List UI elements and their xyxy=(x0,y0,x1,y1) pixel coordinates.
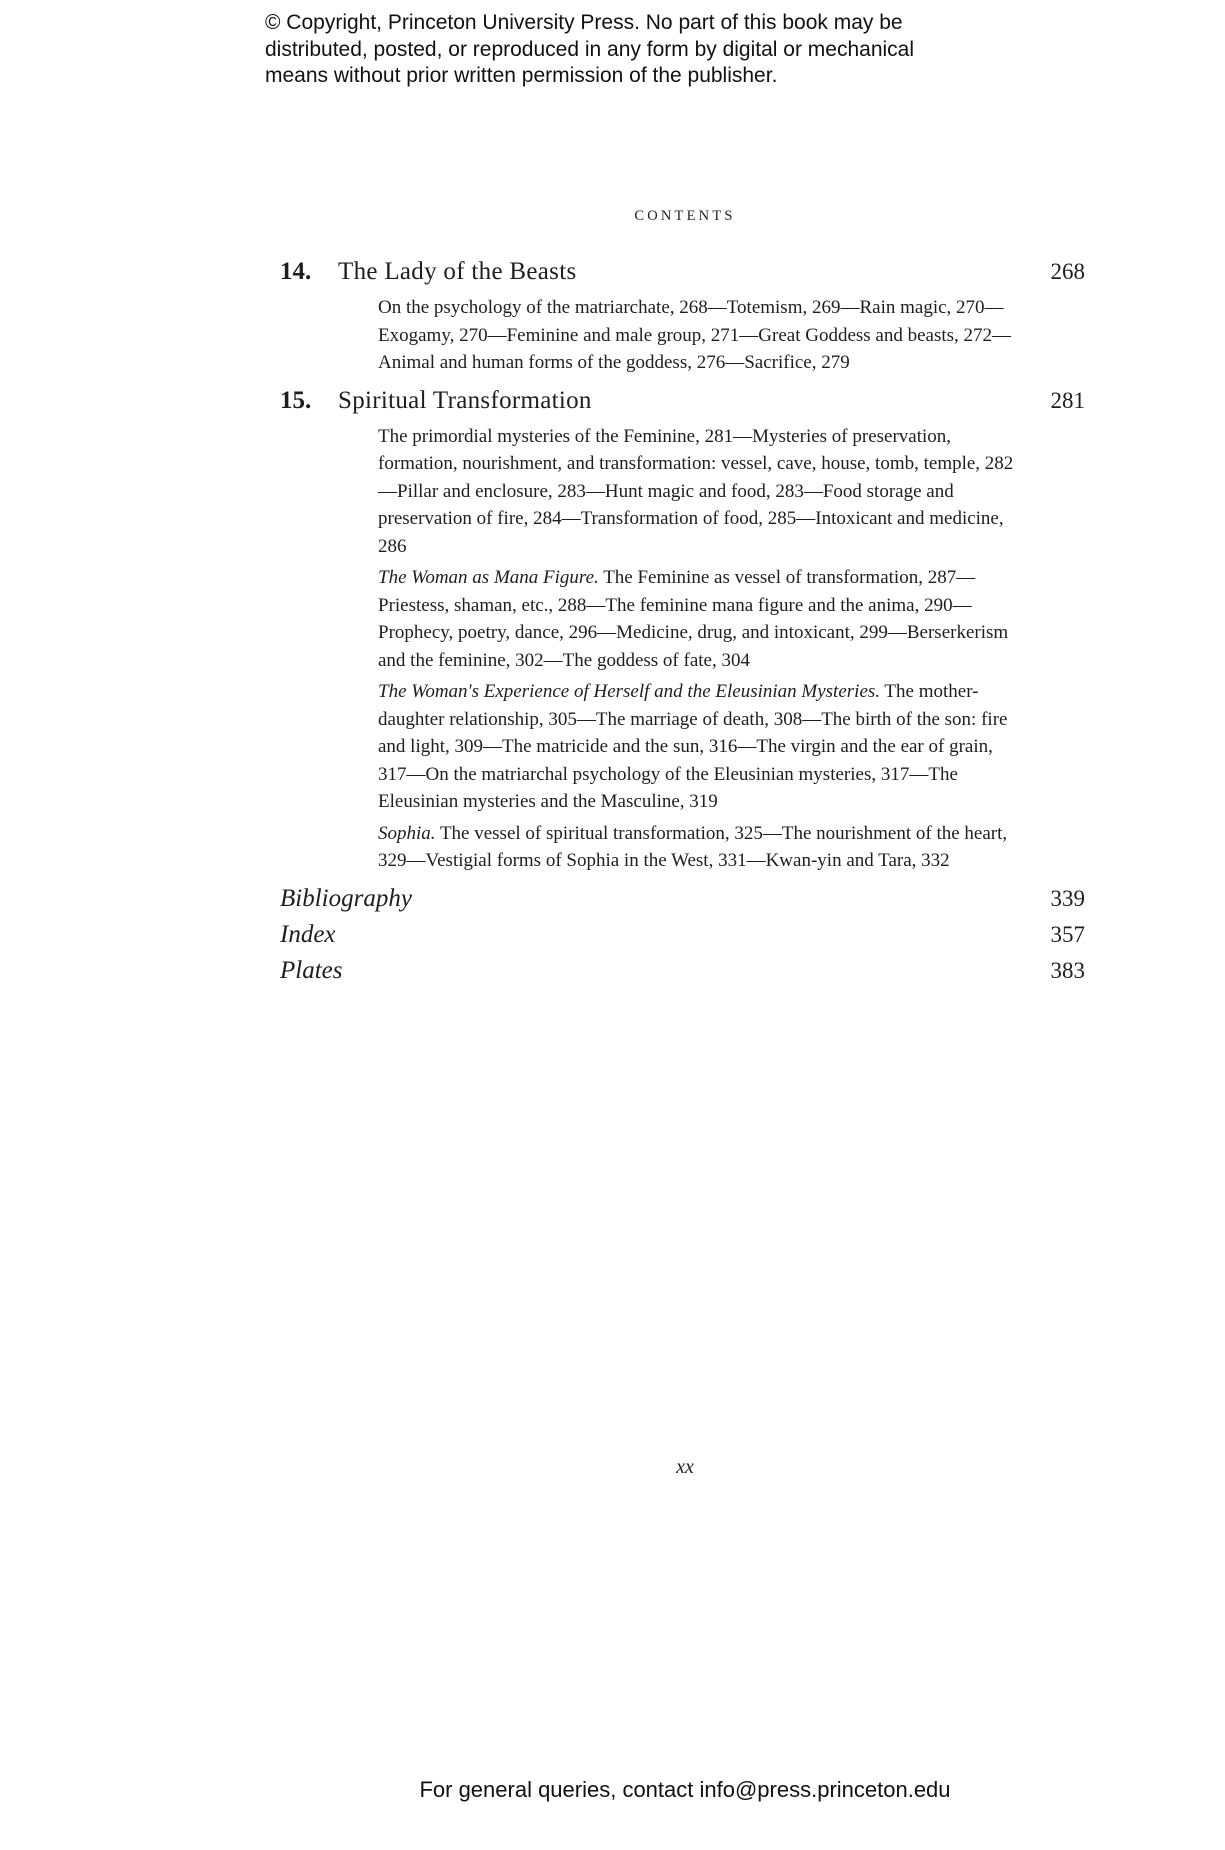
synopsis-italic-lead: Sophia. xyxy=(378,822,436,844)
chapter-heading xyxy=(280,256,1085,288)
chapter-title: The Lady of the Beasts xyxy=(338,258,577,285)
toc-chapter-15 xyxy=(280,385,1085,875)
copyright-notice xyxy=(265,10,985,90)
entry-page-number: 383 xyxy=(1050,957,1085,983)
table-of-contents xyxy=(280,256,1085,989)
chapter-synopsis xyxy=(378,423,1023,561)
entry-page-number: 339 xyxy=(1050,885,1085,911)
synopsis-italic-lead: The Woman's Experience of Herself and the Eleusinian Mysteries. xyxy=(378,681,881,702)
chapter-synopsis xyxy=(378,820,1023,875)
chapter-number: 15. xyxy=(280,386,312,414)
synopsis-text: On the psychology of the matriarchate, 268—Totemism, 269—Rain magic, 270—Exogamy, 270—Feminine and male group, 271—Great Goddess and beasts, 272—Animal and human forms of the goddess, 276—Sacrifice, 279 xyxy=(378,297,1012,373)
chapter-synopsis xyxy=(378,564,1023,674)
toc-entry-bibliography xyxy=(280,881,1085,917)
chapter-synopsis xyxy=(378,294,1023,377)
synopsis-italic-lead: The Woman as Mana Figure. xyxy=(378,567,599,588)
chapter-page-number: 281 xyxy=(1050,387,1085,413)
toc-entry-index xyxy=(280,917,1085,953)
entry-label: Plates xyxy=(280,956,343,984)
entry-label: Bibliography xyxy=(280,884,412,912)
chapter-heading xyxy=(280,385,1085,417)
copyright-line: © Copyright, Princeton University Press. No part of this book may be xyxy=(265,11,903,34)
synopsis-text: The vessel of spiritual transformation, 325—The nourishment of the heart, 329—Vestigial forms of Sophia in the West, 331—Kwan-yin and Tara, 332 xyxy=(378,822,1008,871)
chapter-title: Spiritual Transformation xyxy=(338,386,592,414)
toc-backmatter xyxy=(280,881,1085,989)
synopsis-text: The mother-daughter relationship, 305—The marriage of death, 308—The birth of the son: fire and light, 309—The matricide and the sun, 316—The virgin and the ear of grain, 317—On the matriarchal psychology of the Eleusinian mysteries, 317—The Eleusinian mysteries and the Masculine, 319 xyxy=(378,681,1008,812)
toc-chapter-14 xyxy=(280,256,1085,377)
page-folio: xx xyxy=(676,1456,694,1478)
running-head: CONTENTS xyxy=(634,208,736,224)
chapter-synopsis xyxy=(378,678,1023,816)
entry-page-number: 357 xyxy=(1050,921,1085,947)
toc-entry-plates xyxy=(280,953,1085,989)
synopsis-text: The primordial mysteries of the Feminine, 281—Mysteries of preservation, formation, nourishment, and transformation: vessel, cave, house, tomb, temple, 282—Pillar and enclosure, 283—Hunt magic and food, 283—Food storage and preservation of fire, 284—Transformation of food, 285—Intoxicant and medicine, 286 xyxy=(378,425,1014,557)
synopsis-text: The Feminine as vessel of transformation, 287—Priestess, shaman, etc., 288—The feminine mana figure and the anima, 290—Prophecy, poetry, dance, 296—Medicine, drug, and intoxicant, 299—Berserkerism and the feminine, 302—The goddess of fate, 304 xyxy=(378,567,1009,671)
copyright-line: means without prior written permission of the publisher. xyxy=(265,64,778,87)
chapter-number: 14. xyxy=(280,258,312,285)
contact-footer: For general queries, contact info@press.princeton.edu xyxy=(419,1777,951,1802)
copyright-line: distributed, posted, or reproduced in any form by digital or mechanical xyxy=(265,37,915,61)
entry-label: Index xyxy=(280,920,336,948)
chapter-page-number: 268 xyxy=(1050,259,1085,284)
